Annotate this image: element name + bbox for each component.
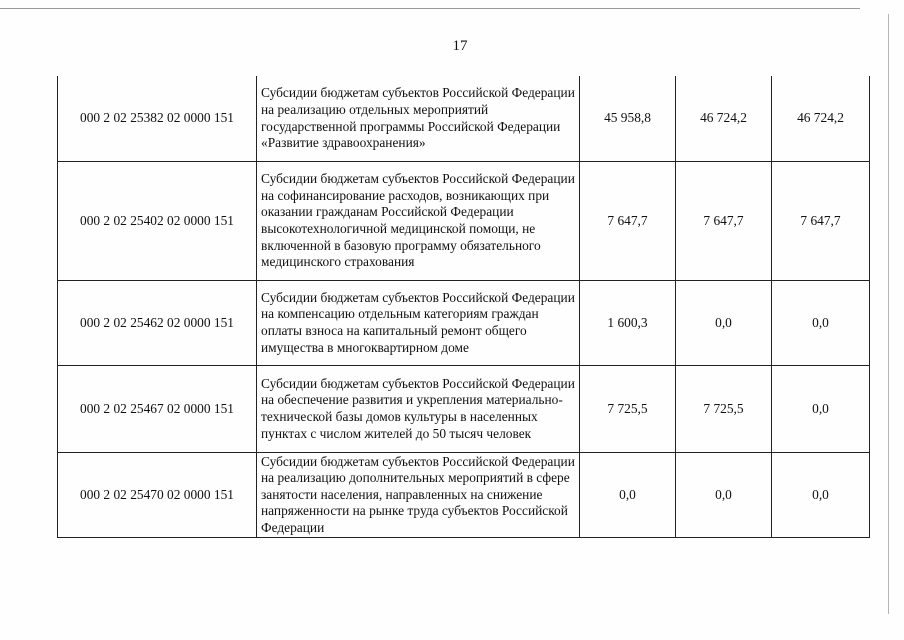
description-cell: Субсидии бюджетам субъектов Российской Федерации на реализацию дополнительных мероприятий в сфере занятости населения, направленных на снижение напряженности на рынке труда субъектов Российской Федерации [257, 453, 580, 538]
table-row [58, 453, 870, 538]
page-number: 17 [452, 38, 468, 54]
budget-code-cell: 000 2 02 25402 02 0000 151 [58, 162, 257, 281]
value-cell-year-3: 0,0 [772, 281, 870, 366]
value-cell-year-3: 0,0 [772, 366, 870, 453]
budget-code-cell: 000 2 02 25382 02 0000 151 [58, 76, 257, 162]
value-cell-year-3: 7 647,7 [772, 162, 870, 281]
scan-edge-top [0, 8, 860, 9]
value-cell-year-2: 7 647,7 [676, 162, 772, 281]
table-row [58, 366, 870, 453]
description-cell: Субсидии бюджетам субъектов Российской Федерации на реализацию отдельных мероприятий государственной программы Российской Федерации «Развитие здравоохранения» [257, 76, 580, 162]
value-cell-year-2: 46 724,2 [676, 76, 772, 162]
value-cell-year-2: 0,0 [676, 281, 772, 366]
value-cell-year-2: 7 725,5 [676, 366, 772, 453]
description-cell: Субсидии бюджетам субъектов Российской Федерации на компенсацию отдельным категориям граждан оплаты взноса на капитальный ремонт общего имущества в многоквартирном доме [257, 281, 580, 366]
description-cell: Субсидии бюджетам субъектов Российской Федерации на софинансирование расходов, возникающих при оказании гражданам Российской Федерации высокотехнологичной медицинской помощи, не включенной в базовую программу обязательного медицинского страхования [257, 162, 580, 281]
budget-code-cell: 000 2 02 25462 02 0000 151 [58, 281, 257, 366]
value-cell-year-3: 46 724,2 [772, 76, 870, 162]
description-cell: Субсидии бюджетам субъектов Российской Федерации на обеспечение развития и укрепления материально-технической базы домов культуры в населенных пунктах с числом жителей до 50 тысяч человек [257, 366, 580, 453]
table-row [58, 162, 870, 281]
value-cell-year-2: 0,0 [676, 453, 772, 538]
budget-table [57, 76, 870, 538]
value-cell-year-1: 45 958,8 [580, 76, 676, 162]
value-cell-year-1: 0,0 [580, 453, 676, 538]
budget-code-cell: 000 2 02 25470 02 0000 151 [58, 453, 257, 538]
value-cell-year-1: 7 647,7 [580, 162, 676, 281]
value-cell-year-1: 1 600,3 [580, 281, 676, 366]
budget-code-cell: 000 2 02 25467 02 0000 151 [58, 366, 257, 453]
value-cell-year-3: 0,0 [772, 453, 870, 538]
table-row [58, 281, 870, 366]
scan-edge-right [888, 14, 889, 614]
table-row [58, 76, 870, 162]
value-cell-year-1: 7 725,5 [580, 366, 676, 453]
